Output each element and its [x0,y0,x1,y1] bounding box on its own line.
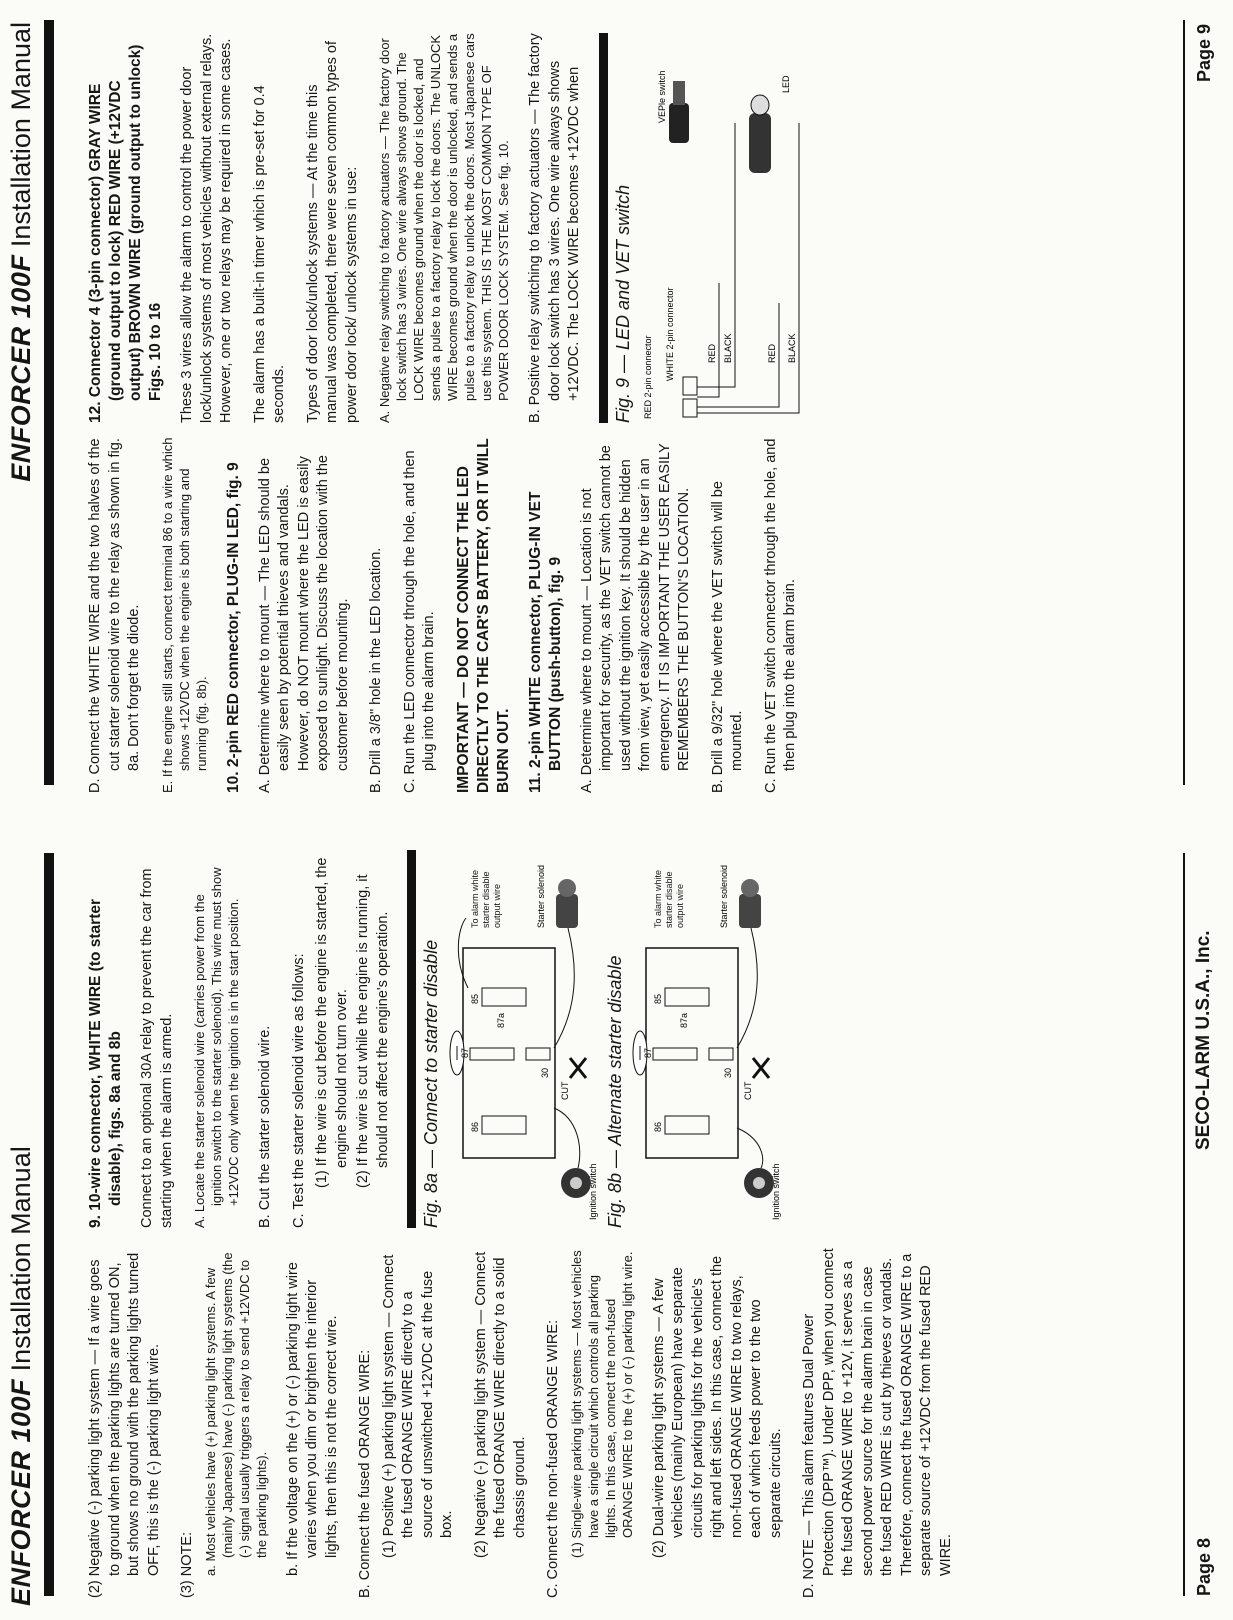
step: D. Connect the WHITE WIRE and the two halves of the cut starter solenoid wire to the relay as shown in fig. 8a. Don't forget the diode. [87,438,142,793]
cut-label: CUT [743,1081,753,1100]
relay-terminal-label: 87 [643,1047,653,1058]
sub-step: (2) Negative (-) parking light system — Connect the fused ORANGE WIRE directly to a solid chassis ground. [472,1251,528,1558]
note-item: b. If the voltage on the (+) or (-) parking light wire varies when you dim or brighten the interior lights, then this is not the correct wire. [284,1262,340,1576]
paragraph: Connect to an optional 30A relay to prevent the car from starting when the alarm is armed. [139,868,175,1228]
step: C. Run the LED connector through the hole, and then plug into the alarm brain. [401,450,437,793]
figure-caption: Fig. 8b — Alternate starter disable [604,955,625,1228]
header-title: Installation Manual [6,1146,36,1372]
step-heading: B. Connect the fused ORANGE WIRE: [357,1349,373,1598]
paragraph: The alarm has a built-in timer which is pre-set for 0.4 seconds. [251,85,287,423]
starter-disable-diagram [448,850,598,1228]
paragraph: These 3 wires allow the alarm to control the power door lock/unlock systems of most vehicles without external relays. However, one or two relays may be required in some cases. [179,33,234,423]
relay-terminal-label: 87a [495,1012,506,1028]
paragraph: Types of door lock/unlock systems — At the time this manual was completed, there were seven common types of power door lock/ unlock systems in use: [304,40,360,423]
wire-cutter-icon [753,1058,769,1078]
figure-rule [407,850,416,1228]
column-2 [86,850,789,1228]
relay-terminal-label: 85 [469,993,480,1004]
page-header [6,22,37,482]
connector-icon [683,377,697,417]
step: A. Locate the starter solenoid wire (carries power from the ignition switch to the starter solenoid). This wire must show +12VDC only when the ignition is in the start position. [192,867,241,1228]
footer-rule [1183,853,1185,1596]
starter-solenoid-icon [739,879,761,928]
header-title: Installation Manual [6,22,36,248]
header-brand: ENFORCER 100F [6,254,36,482]
page-number: Page 8 [1194,1537,1214,1596]
wire-label: BLACK [723,333,733,363]
step: A. Negative relay switching to factory actuators — The factory door lock switch has 3 wires. One wire always shows ground. The LOCK WIRE becomes ground when the door is locked, and sends a pulse to a factory relay to lock the doors. The UNLOCK WIRE becomes ground when the door is unlocked, and sends a pulse to a factory relay to unlock the doors. Most Japanese cars use this system. THIS IS THE MOST COMMON TYPE OF POWER DOOR LOCK SYSTEM. See fig. 10. [377,33,511,423]
wire-cutter-icon [570,1058,586,1078]
red-connector-label: RED 2-pin connector [643,335,653,419]
ignition-label: Ignition switch [587,1163,598,1220]
section-heading: 12. Connector 4 (3-pin connector) GRAY WIRE (ground output to lock) RED WIRE (+12VDC output) BROWN WIRE (ground output to unlock) Figs. 10 to 16 [87,44,164,423]
vet-switch-icon [669,81,689,143]
alarm-wire-label: To alarm white starter disable output wire [469,869,502,928]
relay-terminal-label: 87a [679,1012,689,1028]
page-header [6,1146,37,1606]
led-label: LED [781,75,791,93]
section-heading: 11. 2-pin WHITE connector, PLUG-IN VET BUTTON (push-button), fig. 9 [526,491,564,793]
alternate-starter-disable-diagram [631,850,781,1228]
sub-step: (1) Positive (+) parking light system — Connect the fused ORANGE WIRE directly to a source of unswitched +12VDC at the fuse box. [380,1254,455,1558]
starter-label: Starter solenoid [719,864,729,928]
section-heading: 9. 10-wire connector, WHITE WIRE (to starter disable), figs. 8a and 8b [87,898,124,1228]
wire-label: RED [767,343,777,363]
page-8 [0,815,1233,1620]
sub-step: (1) Single-wire parking light systems — Most vehicles have a single circuit which controls all parking lights. In this case, connect the non-fused ORANGE WIRE to the (+) or (-) parking light wire. [568,1250,635,1558]
ignition-switch-icon [561,1168,591,1198]
step: E. If the engine still starts, connect terminal 86 to a wire which shows +12VDC when the engine is both starting and running (fig. 8b). [159,437,209,793]
relay-terminal-label: 85 [653,993,663,1004]
page-number: Page 9 [1194,24,1214,83]
figure-caption: Fig. 9 — LED and VET switch [612,184,633,423]
led-icon [749,95,771,173]
ignition-label: Ignition switch [771,1163,781,1220]
step: B. Positive relay switching to factory actuators — The factory door lock switch has 3 wires. One wire always shows +12VDC. The LOCK WIRE becomes +12VDC when [527,33,582,423]
section-heading: 10. 2-pin RED connector, PLUG-IN LED, fig. 9 [224,462,242,793]
relay-terminal-label: 30 [539,1067,550,1078]
footer-rule [1183,20,1185,785]
important-warning: IMPORTANT — DO NOT CONNECT THE LED DIRECTLY TO THE CAR'S BATTERY, OR IT WILL BURN OUT. [454,438,512,793]
paragraph: (2) Negative (-) parking light system — If a wire goes to ground when the parking lights are turned ON, but shows no ground with the parking lights turned OFF, this is the (-) parking light wire. [87,1252,162,1598]
page-9 [0,0,1233,805]
figure-rule [599,33,608,423]
relay-terminal-label: 86 [469,1121,480,1132]
note-heading: (3) NOTE: [179,1531,195,1598]
sub-step: (2) If the wire is cut while the engine is running, it should not affect the engine's operation. [355,874,391,1188]
step: B. Drill a 3/8" hole in the LED location. [368,547,384,793]
column-4 [86,33,827,423]
step: C. Test the starter solenoid wire as follows: [290,953,307,1228]
starter-solenoid-icon [556,879,578,928]
relay-terminal-label: 87 [459,1047,470,1058]
header-brand: ENFORCER 100F [6,1378,36,1606]
wire-label: RED [707,343,717,363]
wire-label: BLACK [787,333,797,363]
figure-caption: Fig. 8a — Connect to starter disable [421,939,441,1228]
ignition-switch-icon [744,1168,774,1198]
column-1 [86,1248,970,1598]
company-name: SECO-LARM U.S.A., Inc. [1193,930,1214,1150]
step: A. Determine where to mount — Location is not important for security, as the VET switch cannot be used without the ignition key. It should be hidden from view, yet easily accessible by the user in an emergency. IT IS IMPORTANT THE USER EASILY REMEMBERS THE BUTTON'S LOCATION. [578,443,692,793]
note-item: a. Most vehicles have (+) parking light systems. A few (mainly Japanese) have (-) parking light systems (the (-) signal usually triggers a relay to send +12VDC to the parking lights). [202,1252,269,1576]
sub-step: (2) Dual-wire parking light systems — A few vehicles (mainly European) have separate circuits for parking lights for the vehicle's right and left sides. In this case, connect the non-fused ORANGE WIRE to two relays, each of which feeds power to the two separate circuits. [650,1255,784,1558]
starter-label: Starter solenoid [535,864,546,928]
step: B. Cut the starter solenoid wire. [257,1025,273,1228]
white-connector-label: WHITE 2-pin connector [665,287,675,381]
step: C. Run the VET switch connector through the hole, and then plug into the alarm brain. [762,438,798,793]
led-vet-diagram [639,33,819,423]
header-rule [44,20,54,785]
sub-step: (1) If the wire is cut before the engine is started, the engine should not turn over. [314,857,350,1188]
header-rule [44,853,54,1596]
step: B. Drill a 9/32" hole where the VET switch will be mounted. [709,481,745,793]
step: A. Determine where to mount — The LED should be easily seen by potential thieves and vandals. However, do NOT mount where the LED is easily exposed to sunlight. Discuss the location with the customer before mounting. [256,455,351,793]
alarm-wire-label: To alarm white starter disable output wire [653,869,685,928]
column-3 [86,433,815,793]
vet-switch-label: VEPle switch [657,70,667,123]
relay-terminal-label: 30 [723,1067,733,1078]
cut-label: CUT [559,1081,570,1100]
paragraph: D. NOTE — This alarm features Dual Power Protection (DPP™). Under DPP, when you connect the fused ORANGE WIRE to +12V, it serves as a second power source for the alarm brain in case the fused RED WIRE is cut by thieves or vandals. Therefore, connect the fused ORANGE WIRE to a separate source of +12VDC from the fused RED WIRE. [801,1248,954,1598]
step-heading: C. Connect the non-fused ORANGE WIRE: [545,1319,561,1598]
relay-terminal-label: 86 [653,1121,663,1132]
